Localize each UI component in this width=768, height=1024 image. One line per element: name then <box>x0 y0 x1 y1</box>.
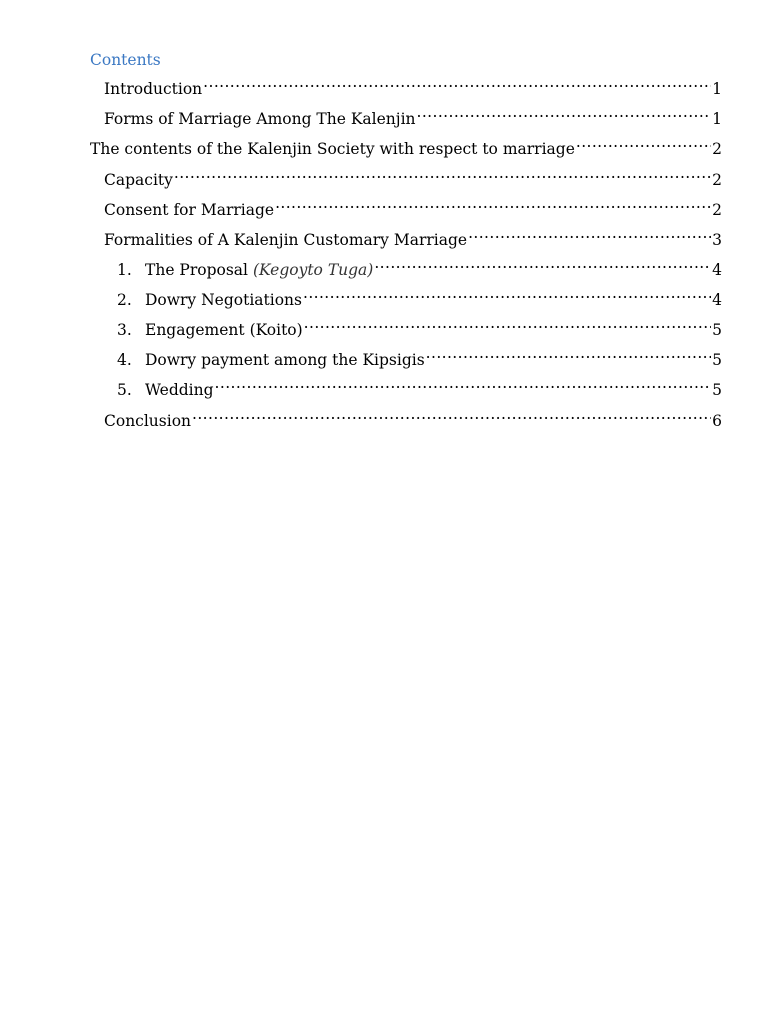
toc-dot-leader <box>304 313 711 335</box>
toc-entry-capacity[interactable] <box>104 163 722 189</box>
toc-dot-leader <box>174 163 711 185</box>
toc-entry-label: Introduction <box>104 80 203 98</box>
toc-page-number: 4 <box>712 291 722 309</box>
toc-entry-contents-of-society[interactable] <box>90 132 722 158</box>
toc-entry-dowry-negotiations[interactable] <box>117 283 722 309</box>
toc-entry-label: Dowry Negotiations <box>145 291 302 309</box>
toc-entry-formalities[interactable] <box>104 223 722 249</box>
toc-page-number: 1 <box>712 80 722 98</box>
toc-dot-leader <box>192 404 711 426</box>
toc-dot-leader <box>303 283 711 305</box>
toc-entry-label: Engagement (Koito) <box>145 321 303 339</box>
toc-entry-italic-text: (Kegoyto Tuga) <box>252 261 374 279</box>
toc-list-number: 3. <box>117 321 132 339</box>
toc-list-number: 4. <box>117 351 132 369</box>
toc-page-number: 5 <box>712 321 722 339</box>
toc-page-number: 3 <box>712 231 722 249</box>
toc-entry-label: Capacity <box>104 171 173 189</box>
toc-entry-label: Dowry payment among the Kipsigis <box>145 351 425 369</box>
toc-list-number: 2. <box>117 291 132 309</box>
toc-page-number: 4 <box>712 261 722 279</box>
toc-dot-leader <box>203 72 711 94</box>
toc-entry-proposal[interactable] <box>117 253 722 279</box>
toc-page-number: 5 <box>712 381 722 399</box>
toc-entry-label: Wedding <box>145 381 214 399</box>
toc-dot-leader <box>215 373 712 395</box>
toc-page-number: 2 <box>712 140 722 158</box>
toc-page-number: 2 <box>712 201 722 219</box>
toc-entry-introduction[interactable] <box>104 72 722 98</box>
toc-entry-forms-of-marriage[interactable] <box>104 102 722 128</box>
toc-dot-leader <box>417 102 712 124</box>
toc-heading: Contents <box>90 51 161 69</box>
toc-entry-label: Conclusion <box>104 412 192 430</box>
toc-page-number: 1 <box>712 110 722 128</box>
toc-entry-label <box>145 259 373 281</box>
toc-dot-leader <box>576 132 711 154</box>
toc-entry-conclusion[interactable] <box>104 404 722 430</box>
toc-list-number: 5. <box>117 381 132 399</box>
toc-page-number: 2 <box>712 171 722 189</box>
toc-entry-label: Consent for Marriage <box>104 201 275 219</box>
toc-list-number: 1. <box>117 261 132 279</box>
toc-entry-label: The contents of the Kalenjin Society with respect to marriage <box>90 140 575 158</box>
toc-page-number: 5 <box>712 351 722 369</box>
toc-entry-label: Formalities of A Kalenjin Customary Marriage <box>104 231 468 249</box>
toc-entry-engagement[interactable] <box>117 313 722 339</box>
toc-page-number: 6 <box>712 412 722 430</box>
toc-dot-leader <box>374 253 711 275</box>
toc-entry-consent[interactable] <box>104 193 722 219</box>
toc-entry-label-text: The Proposal <box>145 261 253 279</box>
toc-dot-leader <box>275 193 711 215</box>
toc-entry-dowry-payment[interactable] <box>117 343 722 369</box>
toc-dot-leader <box>468 223 711 245</box>
toc-entry-label: Forms of Marriage Among The Kalenjin <box>104 110 416 128</box>
toc-entry-wedding[interactable] <box>117 373 722 399</box>
toc-dot-leader <box>426 343 711 365</box>
